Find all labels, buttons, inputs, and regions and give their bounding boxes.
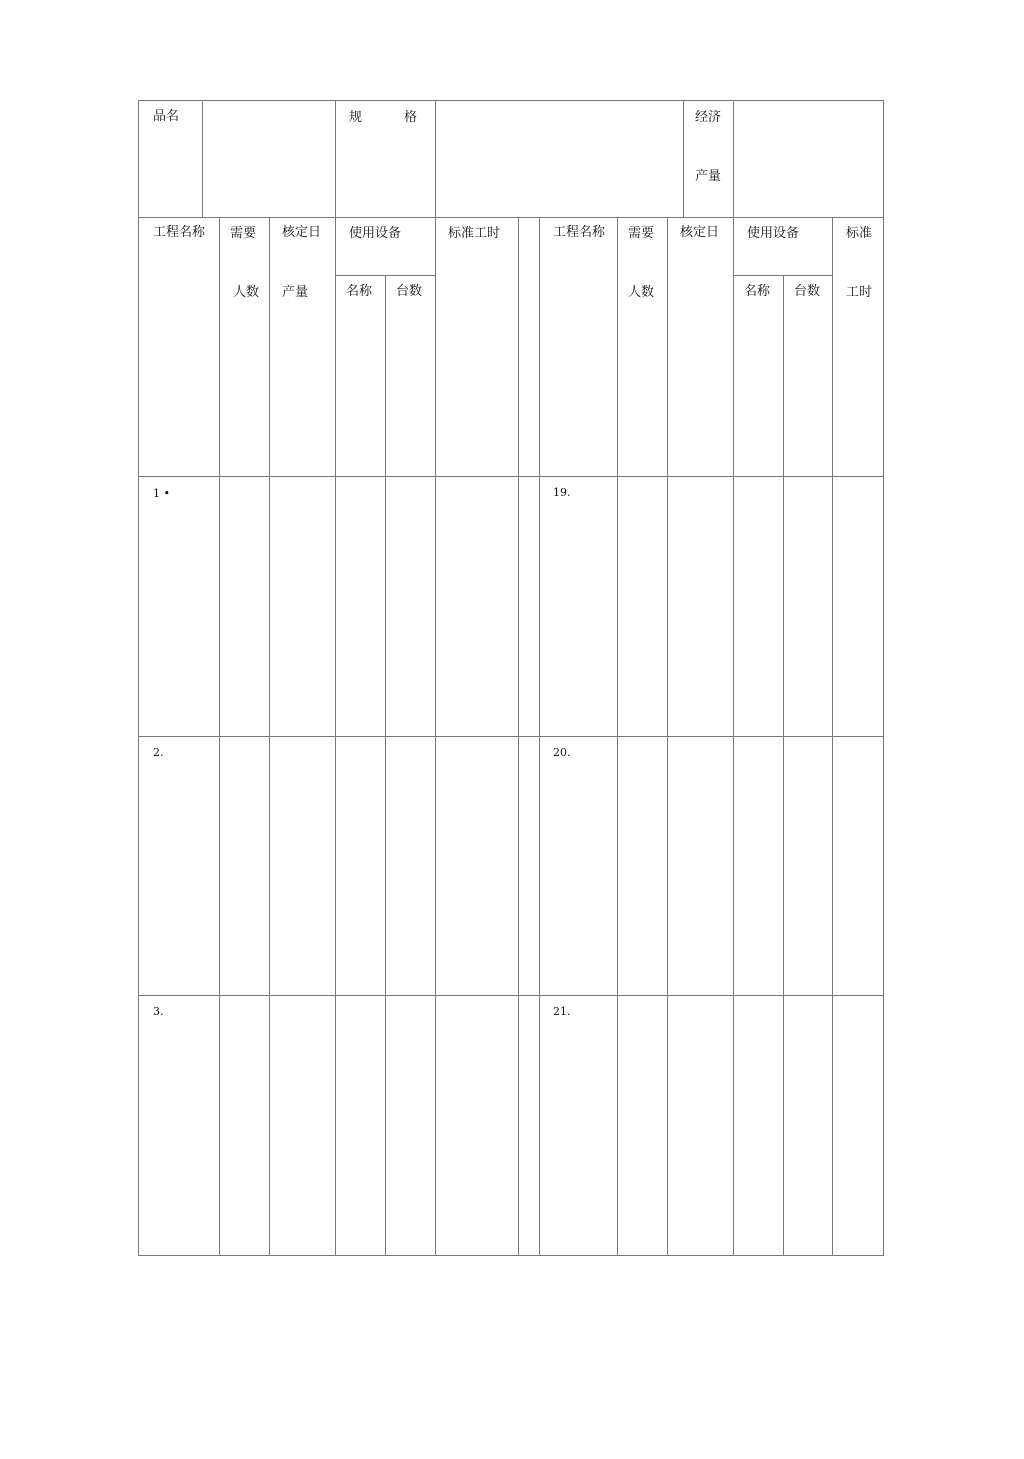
row-number: 3. [153, 1005, 164, 1018]
spec-label-right: 格 [404, 110, 418, 125]
right-process-name-header: 工程名称 [553, 225, 606, 240]
col-line [385, 275, 386, 1256]
col-line [733, 217, 734, 1256]
right-standard-header-1: 标准 [846, 226, 873, 241]
top-col-line [202, 100, 203, 217]
row-divider-3 [138, 995, 884, 996]
left-approved-header-1: 核定日 [282, 225, 322, 240]
row-number: 20. [553, 746, 571, 759]
right-equip-name-header: 名称 [744, 284, 771, 299]
table-border-top [138, 100, 884, 101]
top-col-line [733, 100, 734, 217]
col-line [617, 217, 618, 1256]
row-number: 19. [553, 486, 571, 499]
right-equipment-header: 使用设备 [747, 226, 800, 241]
right-required-header-2: 人数 [628, 285, 655, 300]
left-approved-header-2: 产量 [282, 285, 309, 300]
col-line [219, 217, 220, 1256]
row-number: 2. [153, 746, 164, 759]
left-equipment-header: 使用设备 [349, 226, 402, 241]
col-line [832, 217, 833, 1256]
right-equip-count-header: 台数 [794, 284, 821, 299]
right-approved-header-1: 核定日 [680, 225, 720, 240]
economic-label-2: 产量 [695, 169, 722, 184]
col-line [269, 217, 270, 1256]
economic-label-1: 经济 [695, 110, 722, 125]
table-border-bottom [138, 1255, 884, 1256]
col-line [667, 217, 668, 1256]
top-col-line [683, 100, 684, 217]
left-equip-count-header: 台数 [396, 284, 423, 299]
col-line [335, 100, 336, 1256]
row-number: 1 • [153, 487, 170, 500]
left-required-header-2: 人数 [233, 285, 260, 300]
row-divider-2 [138, 736, 884, 737]
row-divider-1 [138, 476, 884, 477]
left-standard-hours-header: 标准工时 [448, 226, 501, 241]
right-standard-header-2: 工时 [846, 285, 873, 300]
left-equip-name-header: 名称 [346, 284, 373, 299]
header-row-divider [138, 217, 884, 218]
right-required-header-1: 需要 [628, 226, 655, 241]
row-number: 21. [553, 1005, 571, 1018]
left-process-name-header: 工程名称 [153, 225, 206, 240]
left-required-header-1: 需要 [230, 226, 257, 241]
col-line [518, 217, 519, 1256]
col-line [783, 275, 784, 1256]
spec-label-left: 规 [349, 110, 363, 125]
col-line [435, 100, 436, 1256]
product-name-label: 品名 [153, 109, 180, 124]
table-border-left [138, 100, 139, 1256]
table-border-right [883, 100, 884, 1256]
col-line [539, 217, 540, 1256]
